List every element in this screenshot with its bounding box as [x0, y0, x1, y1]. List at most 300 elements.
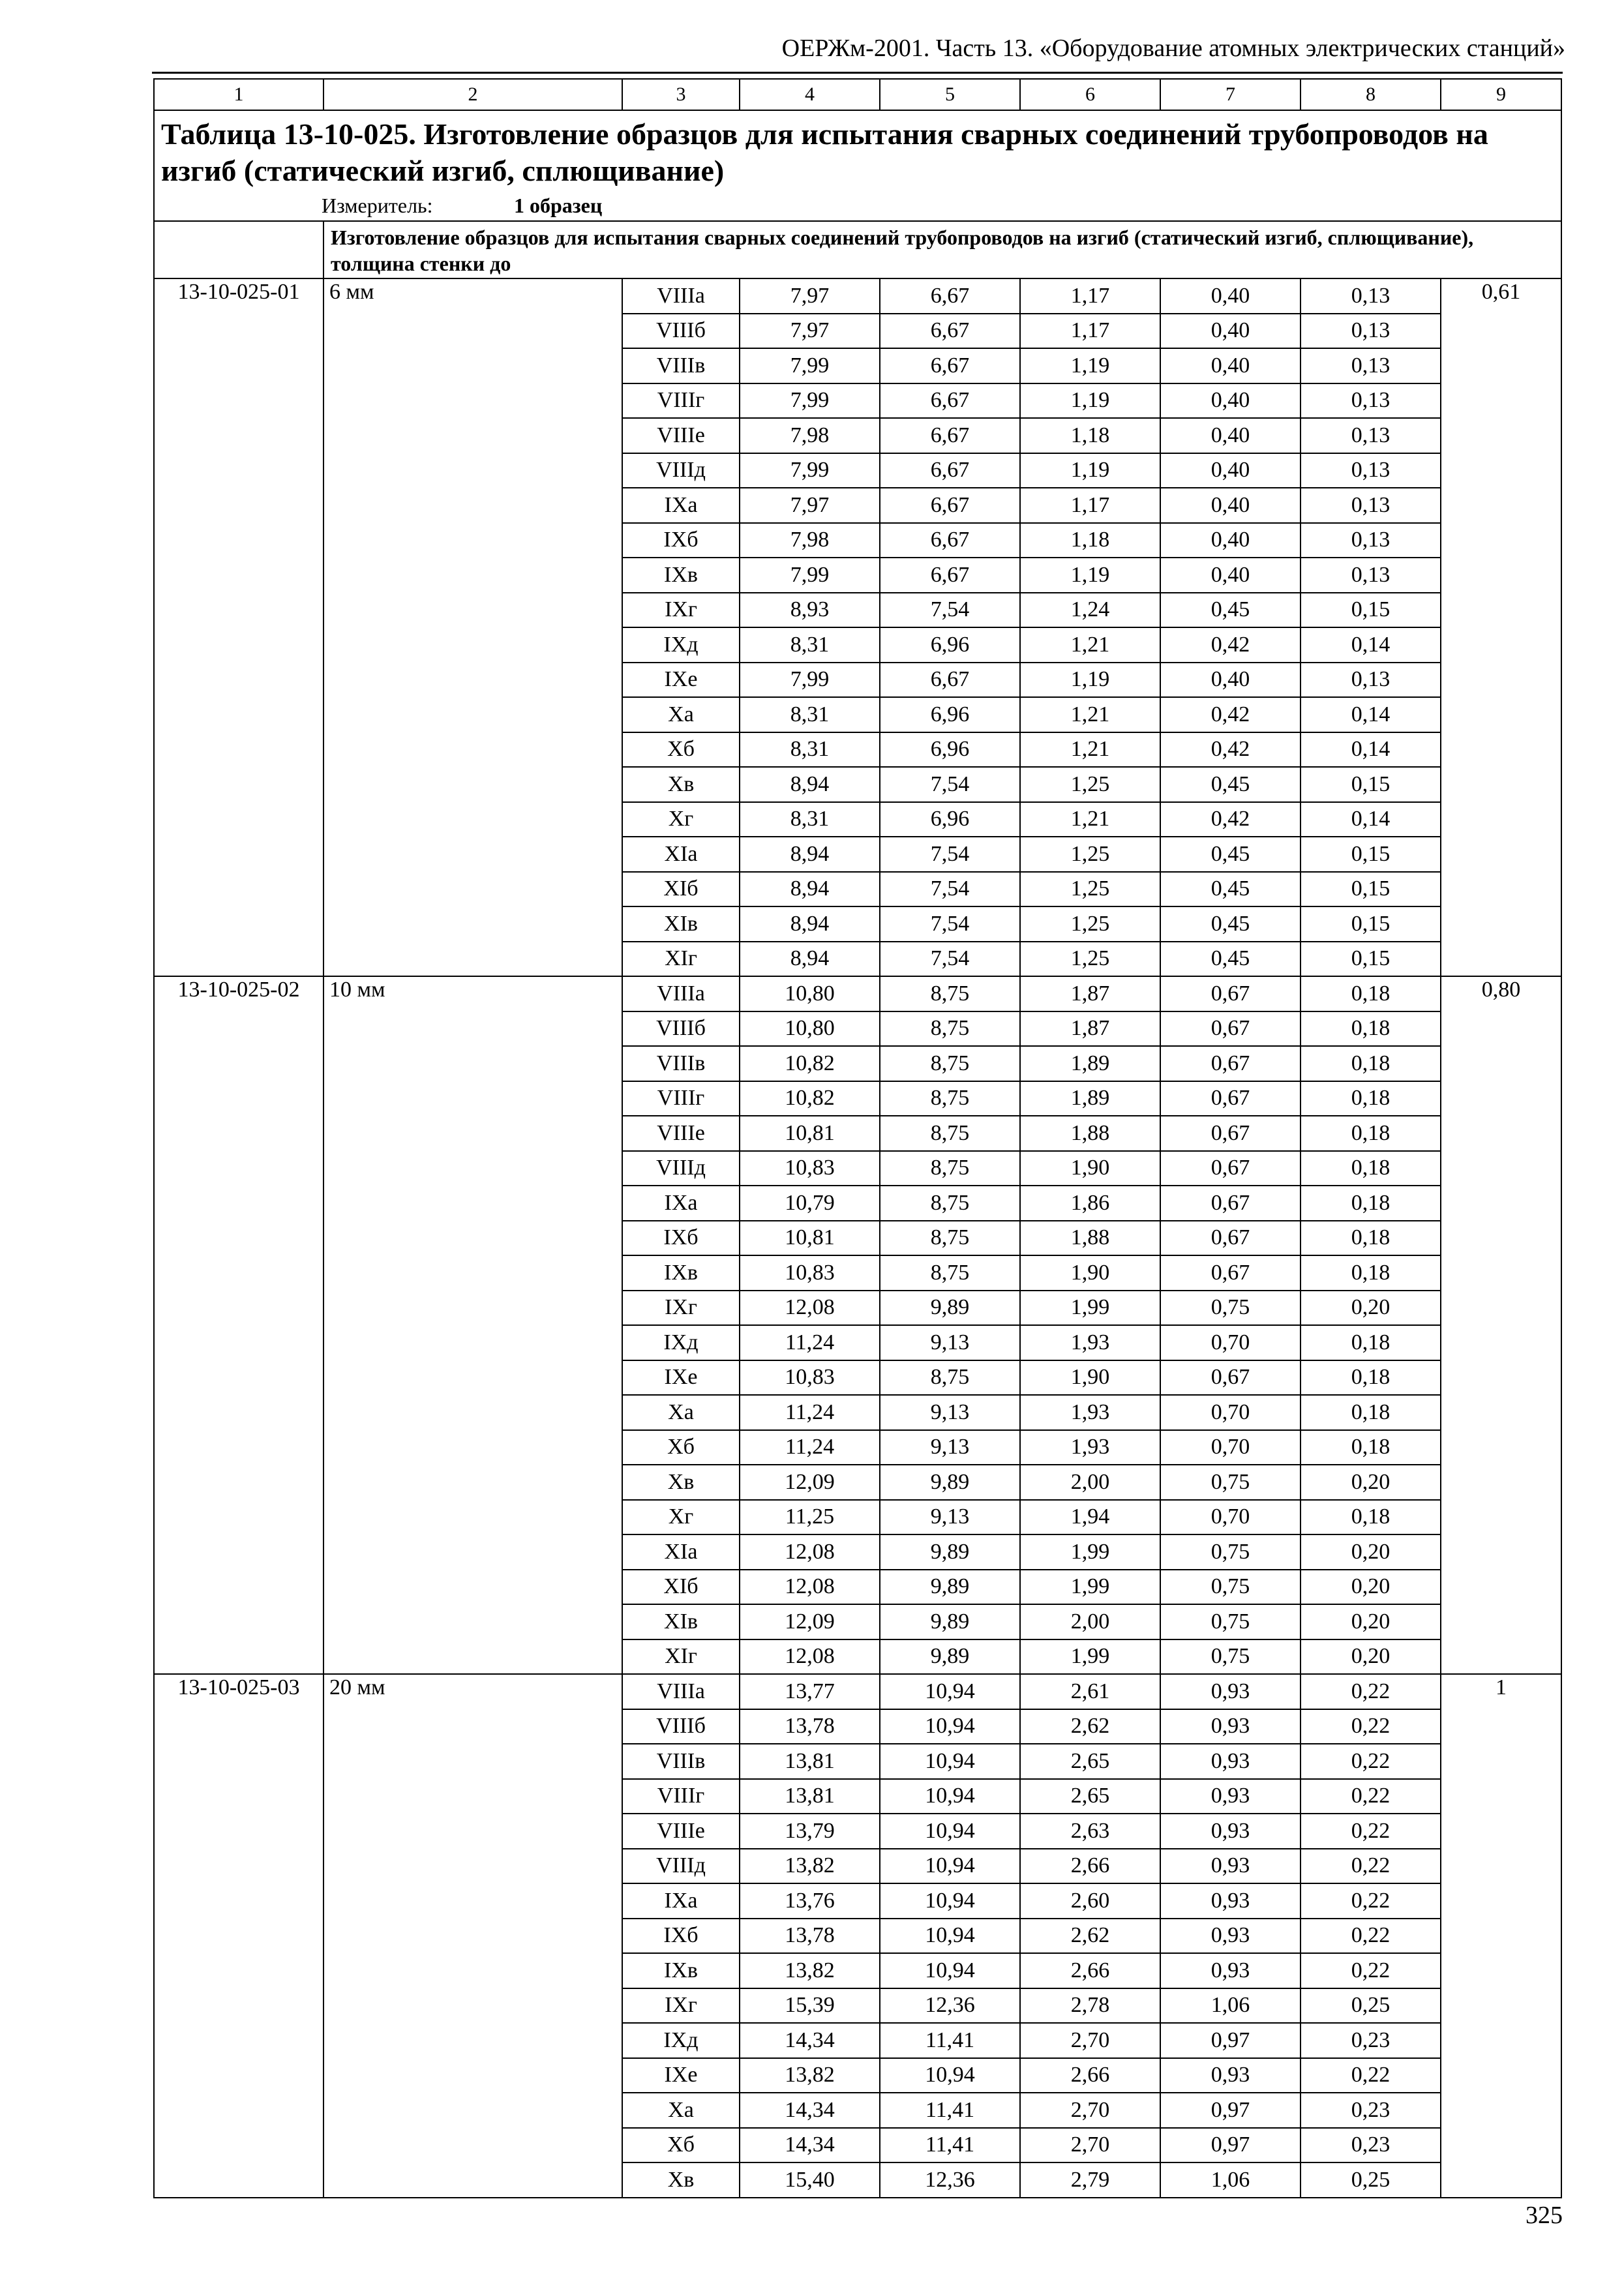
cost-value: 0,15 — [1301, 767, 1441, 802]
cost-value: 0,25 — [1301, 2162, 1441, 2198]
region-code: IXе — [622, 1360, 740, 1396]
region-code: IXа — [622, 1186, 740, 1221]
cost-value: 0,15 — [1301, 593, 1441, 628]
cost-value: 11,41 — [880, 2093, 1020, 2128]
cost-value: 6,67 — [880, 348, 1020, 383]
cost-value: 2,70 — [1020, 2128, 1160, 2163]
cost-value: 8,75 — [880, 1046, 1020, 1081]
cost-value: 0,22 — [1301, 1744, 1441, 1779]
cost-value: 0,75 — [1160, 1534, 1301, 1570]
cost-value: 0,13 — [1301, 383, 1441, 419]
cost-value: 2,65 — [1020, 1744, 1160, 1779]
region-code: Xв — [622, 1465, 740, 1500]
cost-value: 8,94 — [740, 906, 880, 942]
cost-value: 2,62 — [1020, 1709, 1160, 1744]
cost-value: 10,94 — [880, 1883, 1020, 1919]
table-row — [154, 278, 1561, 314]
cost-value: 11,24 — [740, 1325, 880, 1360]
cost-value: 2,70 — [1020, 2023, 1160, 2058]
unit-value: 1 образец — [514, 194, 603, 217]
region-code: IXд — [622, 627, 740, 663]
cost-value: 7,99 — [740, 558, 880, 593]
cost-value: 0,67 — [1160, 1151, 1301, 1186]
cost-value: 6,96 — [880, 627, 1020, 663]
region-code: VIIIд — [622, 1849, 740, 1884]
cost-value: 0,13 — [1301, 314, 1441, 349]
unit-line — [161, 190, 1554, 220]
region-code: XIг — [622, 942, 740, 977]
cost-value: 1,87 — [1020, 976, 1160, 1011]
cost-value: 0,93 — [1160, 1814, 1301, 1849]
cost-value: 10,94 — [880, 1744, 1020, 1779]
cost-value: 0,22 — [1301, 1883, 1441, 1919]
cost-value: 1,93 — [1020, 1395, 1160, 1430]
cost-value: 0,70 — [1160, 1395, 1301, 1430]
cost-value: 0,15 — [1301, 942, 1441, 977]
cost-value: 2,61 — [1020, 1674, 1160, 1709]
norm-code: 13-10-025-01 — [154, 278, 323, 976]
group-heading-row — [154, 221, 1561, 278]
table-title-row — [154, 110, 1561, 221]
region-code: IXд — [622, 1325, 740, 1360]
cost-value: 2,70 — [1020, 2093, 1160, 2128]
cost-value: 8,94 — [740, 872, 880, 907]
cost-value: 9,89 — [880, 1604, 1020, 1639]
cost-value: 8,94 — [740, 942, 880, 977]
table-row — [154, 976, 1561, 1011]
column-number: 9 — [1441, 79, 1561, 110]
cost-value: 6,96 — [880, 802, 1020, 837]
cost-value: 8,75 — [880, 1081, 1020, 1116]
region-code: VIIIв — [622, 1744, 740, 1779]
cost-value: 1,24 — [1020, 593, 1160, 628]
cost-value: 9,89 — [880, 1639, 1020, 1675]
cost-value: 7,99 — [740, 453, 880, 488]
cost-value: 6,67 — [880, 488, 1020, 523]
cost-value: 0,18 — [1301, 1325, 1441, 1360]
cost-value: 0,67 — [1160, 1221, 1301, 1256]
cost-value: 0,14 — [1301, 732, 1441, 768]
cost-value: 0,18 — [1301, 976, 1441, 1011]
cost-value: 0,40 — [1160, 453, 1301, 488]
region-code: IXб — [622, 1221, 740, 1256]
cost-value: 0,40 — [1160, 348, 1301, 383]
cost-value: 6,96 — [880, 697, 1020, 732]
cost-value: 1,19 — [1020, 663, 1160, 698]
cost-value: 0,18 — [1301, 1430, 1441, 1465]
column-number: 2 — [323, 79, 622, 110]
region-code: XIа — [622, 1534, 740, 1570]
cost-value: 2,63 — [1020, 1814, 1160, 1849]
cost-value: 7,54 — [880, 942, 1020, 977]
cost-value: 0,20 — [1301, 1570, 1441, 1605]
cost-value: 0,67 — [1160, 976, 1301, 1011]
cost-value: 0,97 — [1160, 2093, 1301, 2128]
cost-value: 0,13 — [1301, 558, 1441, 593]
cost-value: 10,83 — [740, 1151, 880, 1186]
cost-value: 7,54 — [880, 767, 1020, 802]
cost-value: 0,75 — [1160, 1639, 1301, 1675]
cost-value: 15,40 — [740, 2162, 880, 2198]
cost-value: 0,25 — [1301, 1988, 1441, 2024]
cost-value: 7,98 — [740, 523, 880, 558]
cost-value: 1,88 — [1020, 1116, 1160, 1151]
cost-value: 1,19 — [1020, 383, 1160, 419]
cost-value: 1,93 — [1020, 1430, 1160, 1465]
cost-value: 2,65 — [1020, 1779, 1160, 1814]
cost-value: 0,97 — [1160, 2128, 1301, 2163]
cost-value: 0,20 — [1301, 1534, 1441, 1570]
cost-value: 0,40 — [1160, 383, 1301, 419]
cost-value: 8,31 — [740, 627, 880, 663]
column-number: 4 — [740, 79, 880, 110]
cost-value: 0,40 — [1160, 523, 1301, 558]
cost-value: 0,67 — [1160, 1046, 1301, 1081]
cost-value: 7,99 — [740, 383, 880, 419]
cost-value: 2,66 — [1020, 1849, 1160, 1884]
cost-value: 6,67 — [880, 278, 1020, 314]
cost-value: 11,24 — [740, 1430, 880, 1465]
cost-value: 13,82 — [740, 1953, 880, 1988]
region-code: VIIIд — [622, 1151, 740, 1186]
cost-value: 1,21 — [1020, 627, 1160, 663]
cost-value: 10,83 — [740, 1360, 880, 1396]
cost-value: 10,80 — [740, 1011, 880, 1047]
cost-value: 0,18 — [1301, 1221, 1441, 1256]
cost-value: 0,13 — [1301, 453, 1441, 488]
cost-value: 13,77 — [740, 1674, 880, 1709]
region-code: IXг — [622, 1988, 740, 2024]
region-code: IXв — [622, 1953, 740, 1988]
cost-value: 2,00 — [1020, 1465, 1160, 1500]
cost-value: 6,67 — [880, 558, 1020, 593]
table-title-cell — [154, 110, 1561, 221]
column-number: 8 — [1301, 79, 1441, 110]
region-code: VIIIг — [622, 1081, 740, 1116]
cost-value: 1,21 — [1020, 802, 1160, 837]
region-code: Xв — [622, 767, 740, 802]
cost-value: 7,54 — [880, 906, 1020, 942]
cost-value: 8,75 — [880, 1116, 1020, 1151]
norms-table — [153, 78, 1562, 2198]
column-number: 1 — [154, 79, 323, 110]
region-code: VIIIв — [622, 348, 740, 383]
cost-value: 9,13 — [880, 1500, 1020, 1535]
cost-value: 0,22 — [1301, 1849, 1441, 1884]
cost-value: 7,99 — [740, 663, 880, 698]
cost-value: 13,82 — [740, 2058, 880, 2093]
cost-value: 9,89 — [880, 1291, 1020, 1326]
cost-value: 0,97 — [1160, 2023, 1301, 2058]
cost-value: 0,14 — [1301, 697, 1441, 732]
cost-value: 8,75 — [880, 1011, 1020, 1047]
cost-value: 7,97 — [740, 314, 880, 349]
cost-value: 7,97 — [740, 278, 880, 314]
cost-value: 0,93 — [1160, 1674, 1301, 1709]
wall-thickness: 10 мм — [323, 976, 622, 1674]
region-code: VIIIд — [622, 453, 740, 488]
cost-value: 1,90 — [1020, 1255, 1160, 1291]
cost-value: 0,22 — [1301, 1814, 1441, 1849]
unit-label: Измеритель: — [322, 194, 433, 217]
cost-value: 0,18 — [1301, 1046, 1441, 1081]
cost-value: 0,18 — [1301, 1255, 1441, 1291]
column-number-row — [154, 79, 1561, 110]
cost-value: 1,06 — [1160, 2162, 1301, 2198]
cost-value: 0,22 — [1301, 1709, 1441, 1744]
cost-value: 6,67 — [880, 314, 1020, 349]
cost-value: 0,45 — [1160, 837, 1301, 872]
cost-value: 0,42 — [1160, 732, 1301, 768]
region-code: VIIIе — [622, 418, 740, 453]
cost-value: 0,14 — [1301, 627, 1441, 663]
cost-value: 1,99 — [1020, 1534, 1160, 1570]
cost-value: 8,75 — [880, 1151, 1020, 1186]
region-code: IXе — [622, 663, 740, 698]
cost-value: 1,17 — [1020, 278, 1160, 314]
region-code: VIIIб — [622, 1709, 740, 1744]
cost-value: 0,93 — [1160, 1744, 1301, 1779]
cost-value: 0,67 — [1160, 1081, 1301, 1116]
cost-value: 0,45 — [1160, 906, 1301, 942]
cost-value: 0,93 — [1160, 1709, 1301, 1744]
region-code: XIа — [622, 837, 740, 872]
cost-value: 10,94 — [880, 1674, 1020, 1709]
cost-value: 0,13 — [1301, 663, 1441, 698]
cost-value: 0,22 — [1301, 1919, 1441, 1954]
cost-value: 2,00 — [1020, 1604, 1160, 1639]
cost-value: 0,13 — [1301, 418, 1441, 453]
cost-value: 2,66 — [1020, 1953, 1160, 1988]
cost-value: 7,99 — [740, 348, 880, 383]
cost-value: 1,90 — [1020, 1360, 1160, 1396]
cost-value: 0,22 — [1301, 1779, 1441, 1814]
cost-value: 0,20 — [1301, 1291, 1441, 1326]
empty-cell — [154, 221, 323, 278]
cost-value: 0,40 — [1160, 418, 1301, 453]
region-code: VIIIб — [622, 314, 740, 349]
cost-value: 2,78 — [1020, 1988, 1160, 2024]
cost-value: 1,99 — [1020, 1639, 1160, 1675]
cost-value: 2,60 — [1020, 1883, 1160, 1919]
region-code: IXг — [622, 593, 740, 628]
column-9-value: 1 — [1441, 1674, 1561, 2198]
cost-value: 0,18 — [1301, 1011, 1441, 1047]
cost-value: 1,06 — [1160, 1988, 1301, 2024]
cost-value: 12,08 — [740, 1570, 880, 1605]
cost-value: 8,31 — [740, 697, 880, 732]
group-heading: Изготовление образцов для испытания сварных соединений трубопроводов на изгиб (статический изгиб, сплющивание), толщина стенки до — [323, 221, 1561, 278]
cost-value: 0,45 — [1160, 942, 1301, 977]
cost-value: 0,75 — [1160, 1604, 1301, 1639]
cost-value: 10,94 — [880, 1849, 1020, 1884]
cost-value: 10,94 — [880, 1709, 1020, 1744]
cost-value: 12,36 — [880, 2162, 1020, 2198]
cost-value: 2,66 — [1020, 2058, 1160, 2093]
cost-value: 8,75 — [880, 976, 1020, 1011]
cost-value: 8,94 — [740, 767, 880, 802]
region-code: IXд — [622, 2023, 740, 2058]
cost-value: 0,13 — [1301, 278, 1441, 314]
cost-value: 0,18 — [1301, 1081, 1441, 1116]
cost-value: 10,82 — [740, 1046, 880, 1081]
cost-value: 0,22 — [1301, 1953, 1441, 1988]
cost-value: 0,42 — [1160, 627, 1301, 663]
cost-value: 1,89 — [1020, 1081, 1160, 1116]
cost-value: 1,25 — [1020, 942, 1160, 977]
cost-value: 0,45 — [1160, 767, 1301, 802]
wall-thickness: 20 мм — [323, 1674, 622, 2198]
cost-value: 0,18 — [1301, 1500, 1441, 1535]
cost-value: 0,42 — [1160, 802, 1301, 837]
region-code: XIб — [622, 872, 740, 907]
cost-value: 0,70 — [1160, 1500, 1301, 1535]
cost-value: 9,89 — [880, 1534, 1020, 1570]
cost-value: 1,90 — [1020, 1151, 1160, 1186]
wall-thickness: 6 мм — [323, 278, 622, 976]
region-code: XIб — [622, 1570, 740, 1605]
region-code: IXг — [622, 1291, 740, 1326]
cost-value: 13,79 — [740, 1814, 880, 1849]
region-code: Xб — [622, 1430, 740, 1465]
column-number: 5 — [880, 79, 1020, 110]
cost-value: 0,93 — [1160, 1779, 1301, 1814]
cost-value: 6,67 — [880, 418, 1020, 453]
cost-value: 0,40 — [1160, 663, 1301, 698]
column-9-value: 0,80 — [1441, 976, 1561, 1674]
region-code: Xб — [622, 2128, 740, 2163]
region-code: VIIIе — [622, 1814, 740, 1849]
cost-value: 0,18 — [1301, 1360, 1441, 1396]
cost-value: 7,54 — [880, 593, 1020, 628]
cost-value: 11,25 — [740, 1500, 880, 1535]
cost-value: 1,17 — [1020, 314, 1160, 349]
cost-value: 8,31 — [740, 732, 880, 768]
region-code: IXв — [622, 1255, 740, 1291]
cost-value: 14,34 — [740, 2023, 880, 2058]
cost-value: 11,41 — [880, 2128, 1020, 2163]
cost-value: 13,82 — [740, 1849, 880, 1884]
cost-value: 1,19 — [1020, 558, 1160, 593]
cost-value: 7,98 — [740, 418, 880, 453]
cost-value: 8,75 — [880, 1221, 1020, 1256]
cost-value: 0,23 — [1301, 2128, 1441, 2163]
cost-value: 2,79 — [1020, 2162, 1160, 2198]
cost-value: 0,14 — [1301, 802, 1441, 837]
cost-value: 1,21 — [1020, 697, 1160, 732]
cost-value: 10,83 — [740, 1255, 880, 1291]
cost-value: 0,67 — [1160, 1011, 1301, 1047]
region-code: VIIIа — [622, 976, 740, 1011]
cost-value: 6,67 — [880, 663, 1020, 698]
cost-value: 12,08 — [740, 1291, 880, 1326]
cost-value: 12,08 — [740, 1534, 880, 1570]
cost-value: 1,25 — [1020, 906, 1160, 942]
cost-value: 8,93 — [740, 593, 880, 628]
cost-value: 0,93 — [1160, 1883, 1301, 1919]
cost-value: 1,99 — [1020, 1570, 1160, 1605]
cost-value: 8,75 — [880, 1360, 1020, 1396]
cost-value: 0,23 — [1301, 2023, 1441, 2058]
cost-value: 1,89 — [1020, 1046, 1160, 1081]
document-header: ОЕРЖм-2001. Часть 13. «Оборудование атомных электрических станций» — [781, 35, 1565, 62]
cost-value: 15,39 — [740, 1988, 880, 2024]
region-code: VIIIе — [622, 1116, 740, 1151]
cost-value: 0,67 — [1160, 1360, 1301, 1396]
cost-value: 0,67 — [1160, 1255, 1301, 1291]
cost-value: 1,18 — [1020, 418, 1160, 453]
table-row — [154, 1674, 1561, 1709]
table-title: Таблица 13-10-025. Изготовление образцов для испытания сварных соединений трубопроводов на изгиб (статический изгиб, сплющивание) — [161, 117, 1488, 187]
cost-value: 0,93 — [1160, 1849, 1301, 1884]
cost-value: 2,62 — [1020, 1919, 1160, 1954]
region-code: VIIIа — [622, 1674, 740, 1709]
cost-value: 7,97 — [740, 488, 880, 523]
cost-value: 0,13 — [1301, 488, 1441, 523]
cost-value: 0,20 — [1301, 1604, 1441, 1639]
cost-value: 0,20 — [1301, 1465, 1441, 1500]
cost-value: 0,67 — [1160, 1116, 1301, 1151]
cost-value: 6,67 — [880, 523, 1020, 558]
region-code: VIIIа — [622, 278, 740, 314]
cost-value: 0,13 — [1301, 348, 1441, 383]
region-code: VIIIб — [622, 1011, 740, 1047]
cost-value: 0,15 — [1301, 837, 1441, 872]
cost-value: 0,40 — [1160, 488, 1301, 523]
region-code: Xа — [622, 2093, 740, 2128]
cost-value: 1,88 — [1020, 1221, 1160, 1256]
cost-value: 0,40 — [1160, 314, 1301, 349]
region-code: Xб — [622, 732, 740, 768]
cost-value: 8,75 — [880, 1186, 1020, 1221]
cost-value: 1,25 — [1020, 872, 1160, 907]
cost-value: 0,20 — [1301, 1639, 1441, 1675]
cost-value: 11,41 — [880, 2023, 1020, 2058]
cost-value: 9,89 — [880, 1465, 1020, 1500]
cost-value: 0,18 — [1301, 1186, 1441, 1221]
cost-value: 1,18 — [1020, 523, 1160, 558]
cost-value: 0,23 — [1301, 2093, 1441, 2128]
cost-value: 0,15 — [1301, 906, 1441, 942]
cost-value: 11,24 — [740, 1395, 880, 1430]
cost-value: 0,93 — [1160, 1919, 1301, 1954]
cost-value: 10,79 — [740, 1186, 880, 1221]
cost-value: 0,45 — [1160, 872, 1301, 907]
cost-value: 10,80 — [740, 976, 880, 1011]
cost-value: 10,94 — [880, 2058, 1020, 2093]
cost-value: 10,94 — [880, 1779, 1020, 1814]
cost-value: 0,40 — [1160, 278, 1301, 314]
column-number: 3 — [622, 79, 740, 110]
region-code: IXа — [622, 1883, 740, 1919]
cost-value: 1,94 — [1020, 1500, 1160, 1535]
cost-value: 1,87 — [1020, 1011, 1160, 1047]
region-code: Xв — [622, 2162, 740, 2198]
cost-value: 0,18 — [1301, 1151, 1441, 1186]
cost-value: 1,19 — [1020, 453, 1160, 488]
region-code: VIIIг — [622, 383, 740, 419]
norm-code: 13-10-025-02 — [154, 976, 323, 1674]
cost-value: 14,34 — [740, 2093, 880, 2128]
cost-value: 1,21 — [1020, 732, 1160, 768]
cost-value: 8,94 — [740, 837, 880, 872]
cost-value: 0,15 — [1301, 872, 1441, 907]
region-code: Xг — [622, 1500, 740, 1535]
cost-value: 0,40 — [1160, 558, 1301, 593]
region-code: IXб — [622, 1919, 740, 1954]
cost-value: 14,34 — [740, 2128, 880, 2163]
cost-value: 13,78 — [740, 1919, 880, 1954]
